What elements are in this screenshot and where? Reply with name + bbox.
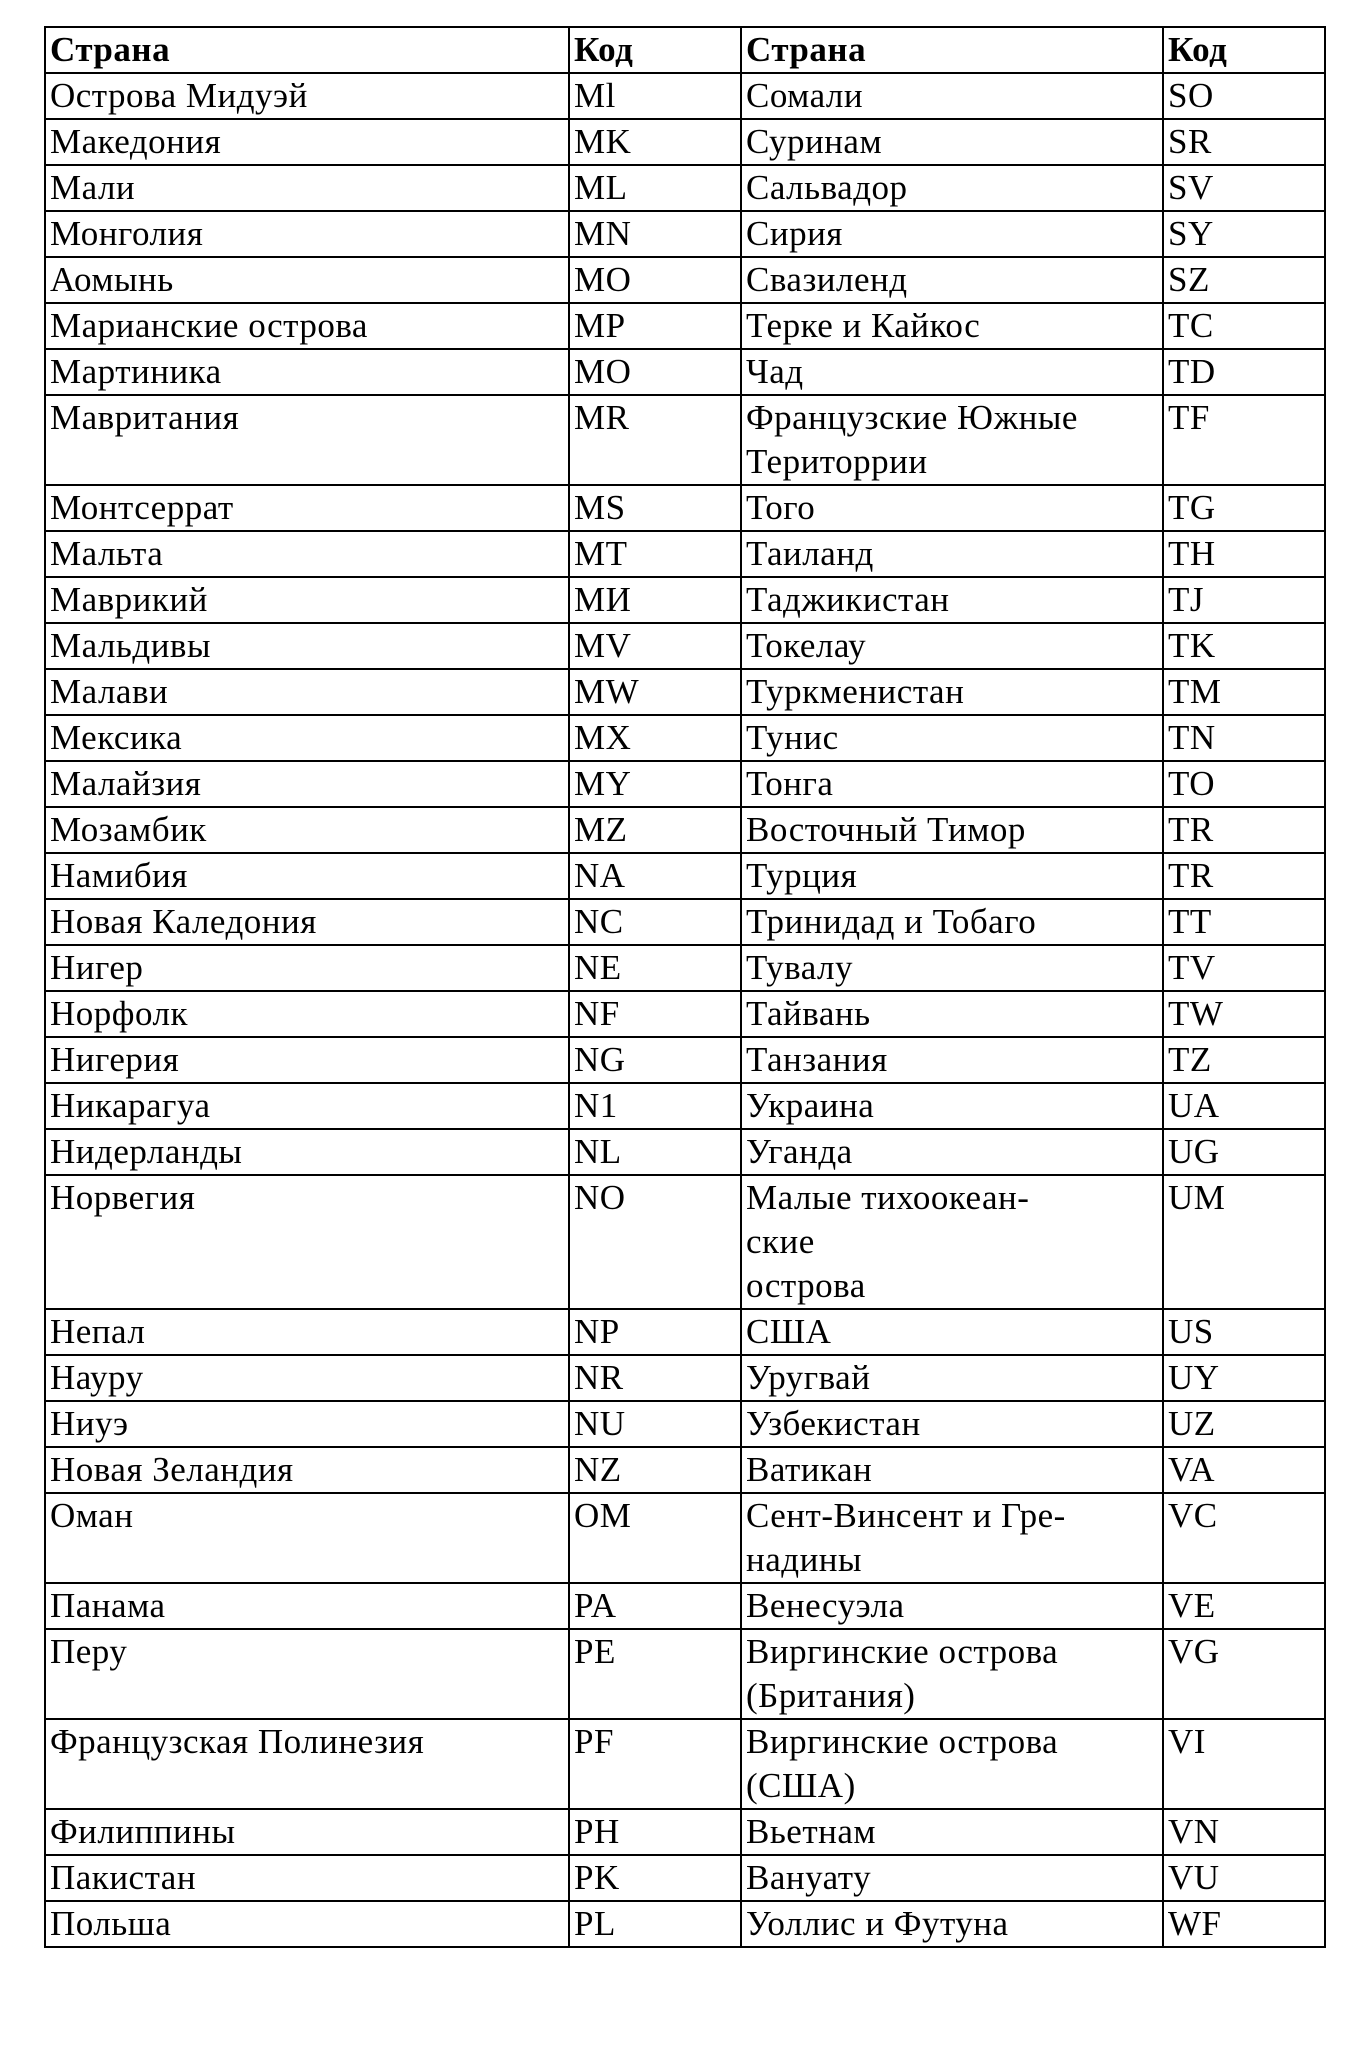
code-right-cell: TJ [1163,577,1325,623]
code-right-cell: VU [1163,1855,1325,1901]
table-row [45,1037,1325,1083]
country-left-cell: Ниуэ [45,1401,569,1447]
code-left-cell: MK [569,119,741,165]
code-right-cell: TD [1163,349,1325,395]
country-left-cell: Мавритания [45,395,569,485]
code-right-cell: SO [1163,73,1325,119]
country-right-cell: Чад [741,349,1163,395]
country-right-cell: Токелау [741,623,1163,669]
code-left-cell: MR [569,395,741,485]
header-code-left: Код [569,27,741,73]
table-row [45,1355,1325,1401]
country-right-cell: Тунис [741,715,1163,761]
country-left-cell: Монтсеррат [45,485,569,531]
country-left-cell: Маврикий [45,577,569,623]
header-country-left: Страна [45,27,569,73]
code-left-cell: NO [569,1175,741,1309]
code-right-cell: VC [1163,1493,1325,1583]
country-right-cell: Вануату [741,1855,1163,1901]
table-row [45,761,1325,807]
code-left-cell: МИ [569,577,741,623]
table-row [45,165,1325,211]
table-row [45,1583,1325,1629]
code-right-cell: TC [1163,303,1325,349]
country-left-cell: Науру [45,1355,569,1401]
code-right-cell: TW [1163,991,1325,1037]
code-left-cell: NF [569,991,741,1037]
code-left-cell: MP [569,303,741,349]
country-left-cell: Мальта [45,531,569,577]
table-row [45,531,1325,577]
table-row [45,1175,1325,1309]
country-right-cell: Сальвадор [741,165,1163,211]
code-left-cell: PK [569,1855,741,1901]
country-right-cell: Украина [741,1083,1163,1129]
country-left-cell: Нидерланды [45,1129,569,1175]
code-left-cell: MN [569,211,741,257]
country-left-cell: Нигерия [45,1037,569,1083]
code-right-cell: UZ [1163,1401,1325,1447]
country-left-cell: Малайзия [45,761,569,807]
code-right-cell: VN [1163,1809,1325,1855]
code-right-cell: TH [1163,531,1325,577]
table-row [45,991,1325,1037]
table-row [45,257,1325,303]
country-right-cell: Тувалу [741,945,1163,991]
table-row [45,899,1325,945]
country-left-cell: Норфолк [45,991,569,1037]
code-left-cell: OM [569,1493,741,1583]
country-left-cell: Панама [45,1583,569,1629]
country-right-cell: Тайвань [741,991,1163,1037]
header-code-right: Код [1163,27,1325,73]
table-row [45,349,1325,395]
table-row [45,623,1325,669]
country-right-cell: Турция [741,853,1163,899]
table-row [45,119,1325,165]
country-right-cell: Сирия [741,211,1163,257]
country-right-cell: Терке и Кайкос [741,303,1163,349]
code-right-cell: SR [1163,119,1325,165]
code-right-cell: VI [1163,1719,1325,1809]
code-right-cell: UA [1163,1083,1325,1129]
code-left-cell: MY [569,761,741,807]
table-row [45,1493,1325,1583]
code-right-cell: TT [1163,899,1325,945]
country-left-cell: Мали [45,165,569,211]
country-code-table [44,26,1326,1948]
code-right-cell: TR [1163,853,1325,899]
country-left-cell: Новая Каледония [45,899,569,945]
code-left-cell: NG [569,1037,741,1083]
country-left-cell: Перу [45,1629,569,1719]
country-left-cell: Острова Мидуэй [45,73,569,119]
code-right-cell: TV [1163,945,1325,991]
table-body [45,73,1325,1947]
table-row [45,211,1325,257]
country-left-cell: Мальдивы [45,623,569,669]
country-right-cell: Виргинские острова (США) [741,1719,1163,1809]
table-row [45,945,1325,991]
header-country-right: Страна [741,27,1163,73]
country-right-cell: Сент-Винсент и Гре- надины [741,1493,1163,1583]
country-left-cell: Норвегия [45,1175,569,1309]
code-right-cell: VG [1163,1629,1325,1719]
country-right-cell: Уругвай [741,1355,1163,1401]
code-left-cell: NL [569,1129,741,1175]
country-right-cell: Ватикан [741,1447,1163,1493]
country-right-cell: Вьетнам [741,1809,1163,1855]
table-row [45,73,1325,119]
code-right-cell: TM [1163,669,1325,715]
code-left-cell: MV [569,623,741,669]
country-right-cell: Венесуэла [741,1583,1163,1629]
country-right-cell: Виргинские острова (Британия) [741,1629,1163,1719]
code-left-cell: PH [569,1809,741,1855]
code-right-cell: VA [1163,1447,1325,1493]
country-left-cell: Французская Полинезия [45,1719,569,1809]
code-left-cell: NR [569,1355,741,1401]
code-left-cell: N1 [569,1083,741,1129]
country-right-cell: Таиланд [741,531,1163,577]
country-right-cell: Тринидад и Тобаго [741,899,1163,945]
code-right-cell: TN [1163,715,1325,761]
code-right-cell: TK [1163,623,1325,669]
code-right-cell: VE [1163,1583,1325,1629]
code-left-cell: PA [569,1583,741,1629]
code-right-cell: TF [1163,395,1325,485]
code-left-cell: MO [569,257,741,303]
country-left-cell: Намибия [45,853,569,899]
table-row [45,1447,1325,1493]
table-row [45,715,1325,761]
code-left-cell: NP [569,1309,741,1355]
table-row [45,1129,1325,1175]
country-right-cell: Французские Южные Територрии [741,395,1163,485]
table-row [45,853,1325,899]
code-left-cell: MZ [569,807,741,853]
code-left-cell: NU [569,1401,741,1447]
code-left-cell: MT [569,531,741,577]
country-right-cell: Малые тихоокеан- ские острова [741,1175,1163,1309]
code-left-cell: Ml [569,73,741,119]
country-left-cell: Польша [45,1901,569,1947]
table-row [45,1901,1325,1947]
code-right-cell: SV [1163,165,1325,211]
country-left-cell: Никарагуа [45,1083,569,1129]
code-right-cell: UM [1163,1175,1325,1309]
table-row [45,1401,1325,1447]
code-left-cell: MW [569,669,741,715]
table-row [45,303,1325,349]
code-left-cell: PL [569,1901,741,1947]
country-right-cell: Восточный Тимор [741,807,1163,853]
country-left-cell: Нигер [45,945,569,991]
country-left-cell: Македония [45,119,569,165]
code-right-cell: SY [1163,211,1325,257]
country-right-cell: США [741,1309,1163,1355]
table-row [45,1083,1325,1129]
code-right-cell: SZ [1163,257,1325,303]
country-left-cell: Аомынь [45,257,569,303]
country-left-cell: Марианские острова [45,303,569,349]
table-row [45,395,1325,485]
country-left-cell: Непал [45,1309,569,1355]
table-row [45,485,1325,531]
country-right-cell: Того [741,485,1163,531]
code-left-cell: MX [569,715,741,761]
country-left-cell: Оман [45,1493,569,1583]
table-row [45,1629,1325,1719]
code-right-cell: TZ [1163,1037,1325,1083]
country-right-cell: Свазиленд [741,257,1163,303]
country-right-cell: Сомали [741,73,1163,119]
country-left-cell: Пакистан [45,1855,569,1901]
country-right-cell: Уганда [741,1129,1163,1175]
country-left-cell: Новая Зеландия [45,1447,569,1493]
code-left-cell: PE [569,1629,741,1719]
header-row [45,27,1325,73]
country-right-cell: Тонга [741,761,1163,807]
table-row [45,577,1325,623]
country-left-cell: Мозамбик [45,807,569,853]
code-right-cell: WF [1163,1901,1325,1947]
code-left-cell: NA [569,853,741,899]
code-left-cell: ML [569,165,741,211]
code-left-cell: NC [569,899,741,945]
country-right-cell: Узбекистан [741,1401,1163,1447]
table-row [45,1719,1325,1809]
code-right-cell: US [1163,1309,1325,1355]
table-row [45,1309,1325,1355]
country-right-cell: Таджикистан [741,577,1163,623]
country-left-cell: Монголия [45,211,569,257]
country-left-cell: Малави [45,669,569,715]
code-left-cell: NE [569,945,741,991]
country-left-cell: Мексика [45,715,569,761]
country-left-cell: Филиппины [45,1809,569,1855]
code-left-cell: MO [569,349,741,395]
country-right-cell: Туркменистан [741,669,1163,715]
code-right-cell: TR [1163,807,1325,853]
country-right-cell: Суринам [741,119,1163,165]
code-right-cell: UG [1163,1129,1325,1175]
code-right-cell: TG [1163,485,1325,531]
table-row [45,807,1325,853]
code-left-cell: PF [569,1719,741,1809]
code-left-cell: MS [569,485,741,531]
code-right-cell: UY [1163,1355,1325,1401]
country-right-cell: Уоллис и Футуна [741,1901,1163,1947]
code-right-cell: TO [1163,761,1325,807]
code-left-cell: NZ [569,1447,741,1493]
table-row [45,1809,1325,1855]
country-right-cell: Танзания [741,1037,1163,1083]
country-left-cell: Мартиника [45,349,569,395]
table-row [45,669,1325,715]
table-row [45,1855,1325,1901]
